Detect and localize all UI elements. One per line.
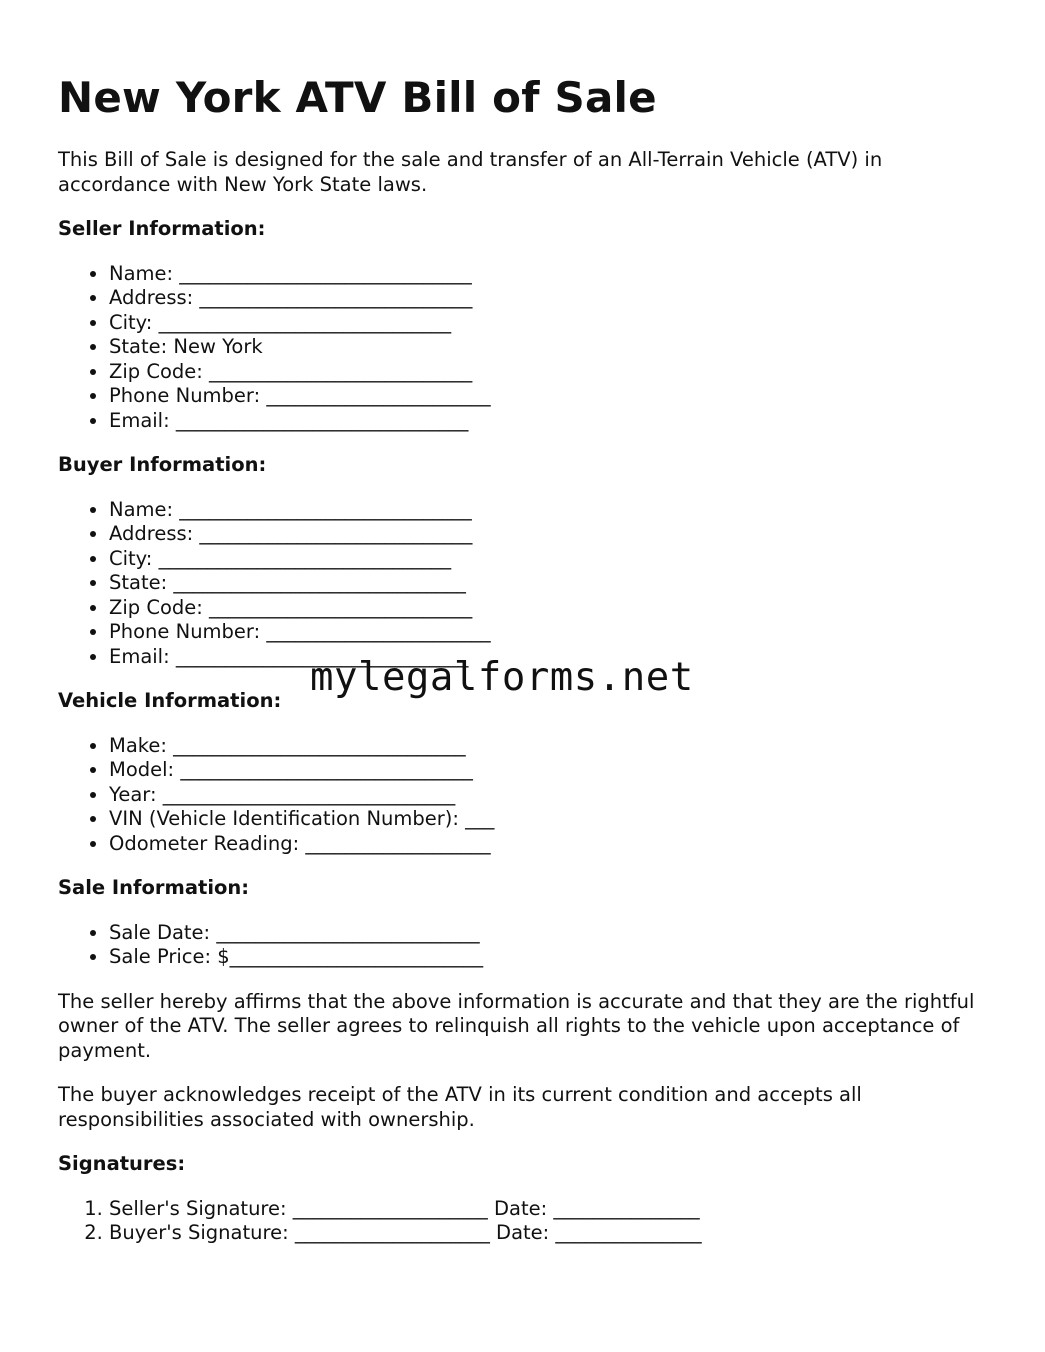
signature-list <box>58 1197 988 1246</box>
buyer-email-field: • Email: ______________________________ <box>109 645 988 670</box>
seller-email-field: • Email: ______________________________ <box>109 409 988 434</box>
sale-section-heading: Sale Information: <box>58 876 250 899</box>
buyer-phone-field: • Phone Number: _______________________ <box>109 620 988 645</box>
seller-city-field: • City: ______________________________ <box>109 311 988 336</box>
buyer-zip-field: • Zip Code: ___________________________ <box>109 596 988 621</box>
vehicle-field-list <box>58 734 988 857</box>
seller-phone-field: • Phone Number: _______________________ <box>109 384 988 409</box>
seller-state-field: • State: New York <box>109 335 988 360</box>
seller-zip-field: • Zip Code: ___________________________ <box>109 360 988 385</box>
buyer-name-field: • Name: ______________________________ <box>109 498 988 523</box>
buyer-field-list <box>58 498 988 670</box>
signatures-section-heading: Signatures: <box>58 1152 186 1175</box>
intro-paragraph: This Bill of Sale is designed for the sale and transfer of an All-Terrain Vehicle (ATV) in accordance with New York State laws. <box>58 148 883 196</box>
vehicle-odometer-field: • Odometer Reading: ___________________ <box>109 832 988 857</box>
buyer-state-field: • State: ______________________________ <box>109 571 988 596</box>
vehicle-vin-field: • VIN (Vehicle Identification Number): ___ <box>109 807 988 832</box>
sale-field-list <box>58 921 988 970</box>
seller-signature-line: 1. Seller's Signature: ____________________ Date: _______________ <box>109 1197 988 1222</box>
sale-date-field: • Sale Date: ___________________________ <box>109 921 988 946</box>
vehicle-model-field: • Model: ______________________________ <box>109 758 988 783</box>
buyer-signature-line: 2. Buyer's Signature: ____________________ Date: _______________ <box>109 1221 988 1246</box>
vehicle-make-field: • Make: ______________________________ <box>109 734 988 759</box>
vehicle-section-heading: Vehicle Information: <box>58 689 282 712</box>
buyer-acknowledgment-paragraph: The buyer acknowledges receipt of the ATV in its current condition and accepts all responsibilities associated with ownership. <box>58 1083 862 1131</box>
seller-field-list <box>58 262 988 434</box>
seller-address-field: • Address: ____________________________ <box>109 286 988 311</box>
buyer-section-heading: Buyer Information: <box>58 453 267 476</box>
sale-price-field: • Sale Price: $__________________________ <box>109 945 988 970</box>
seller-section-heading: Seller Information: <box>58 217 266 240</box>
seller-name-field: • Name: ______________________________ <box>109 262 988 287</box>
buyer-address-field: • Address: ____________________________ <box>109 522 988 547</box>
seller-affirmation-paragraph: The seller hereby affirms that the above information is accurate and that they are the rightful owner of the ATV. The seller agrees to relinquish all rights to the vehicle upon acceptance of payment. <box>58 989 975 1062</box>
vehicle-year-field: • Year: ______________________________ <box>109 783 988 808</box>
watermark-text: mylegalforms.net <box>310 655 694 700</box>
page-title: New York ATV Bill of Sale <box>58 73 657 122</box>
buyer-city-field: • City: ______________________________ <box>109 547 988 572</box>
